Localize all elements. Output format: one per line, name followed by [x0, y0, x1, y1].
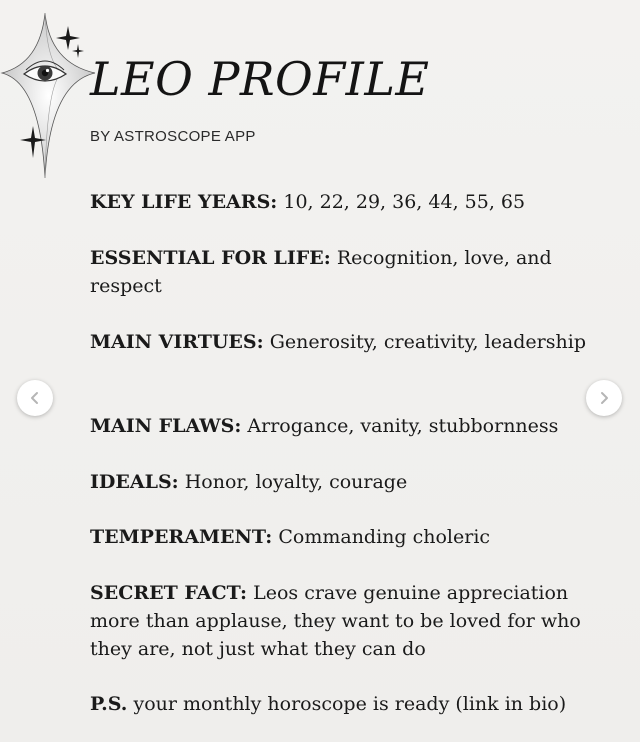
key-life-years-item	[90, 188, 590, 216]
chevron-left-icon	[28, 391, 42, 405]
item-label: SECRET FACT:	[90, 582, 248, 604]
carousel-prev-button[interactable]	[17, 380, 53, 416]
main-flaws-item	[90, 412, 590, 440]
chevron-right-icon	[597, 391, 611, 405]
item-label: MAIN FLAWS:	[90, 415, 242, 437]
secret-fact-item	[90, 579, 590, 663]
item-value: Recognition, love, and respect	[90, 247, 552, 297]
item-label: KEY LIFE YEARS:	[90, 191, 278, 213]
item-value: Leos crave genuine appreciation more than applause, they want to be loved for who they are, not just what they can do	[90, 582, 581, 660]
item-label: MAIN VIRTUES:	[90, 331, 264, 353]
item-value: 10, 22, 29, 36, 44, 55, 65	[277, 191, 526, 213]
temperament-item	[90, 523, 590, 551]
item-label: TEMPERAMENT:	[90, 526, 273, 548]
item-value: your monthly horoscope is ready (link in bio)	[127, 693, 567, 715]
page-title: LEO PROFILE	[90, 52, 430, 106]
item-value: Generosity, creativity, leadership	[263, 331, 586, 353]
ideals-item	[90, 468, 590, 496]
item-label: ESSENTIAL FOR LIFE:	[90, 247, 331, 269]
eye-star-sparkle-icon	[0, 8, 100, 188]
item-label: IDEALS:	[90, 471, 179, 493]
essential-for-life-item	[90, 244, 590, 300]
item-label: P.S.	[90, 693, 128, 715]
item-value: Arrogance, vanity, stubbornness	[241, 415, 559, 437]
item-value: Honor, loyalty, courage	[178, 471, 408, 493]
byline: BY ASTROSCOPE APP	[90, 128, 256, 145]
carousel-next-button[interactable]	[586, 380, 622, 416]
ps-item	[90, 690, 590, 718]
item-value: Commanding choleric	[272, 526, 491, 548]
main-virtues-item	[90, 328, 590, 356]
